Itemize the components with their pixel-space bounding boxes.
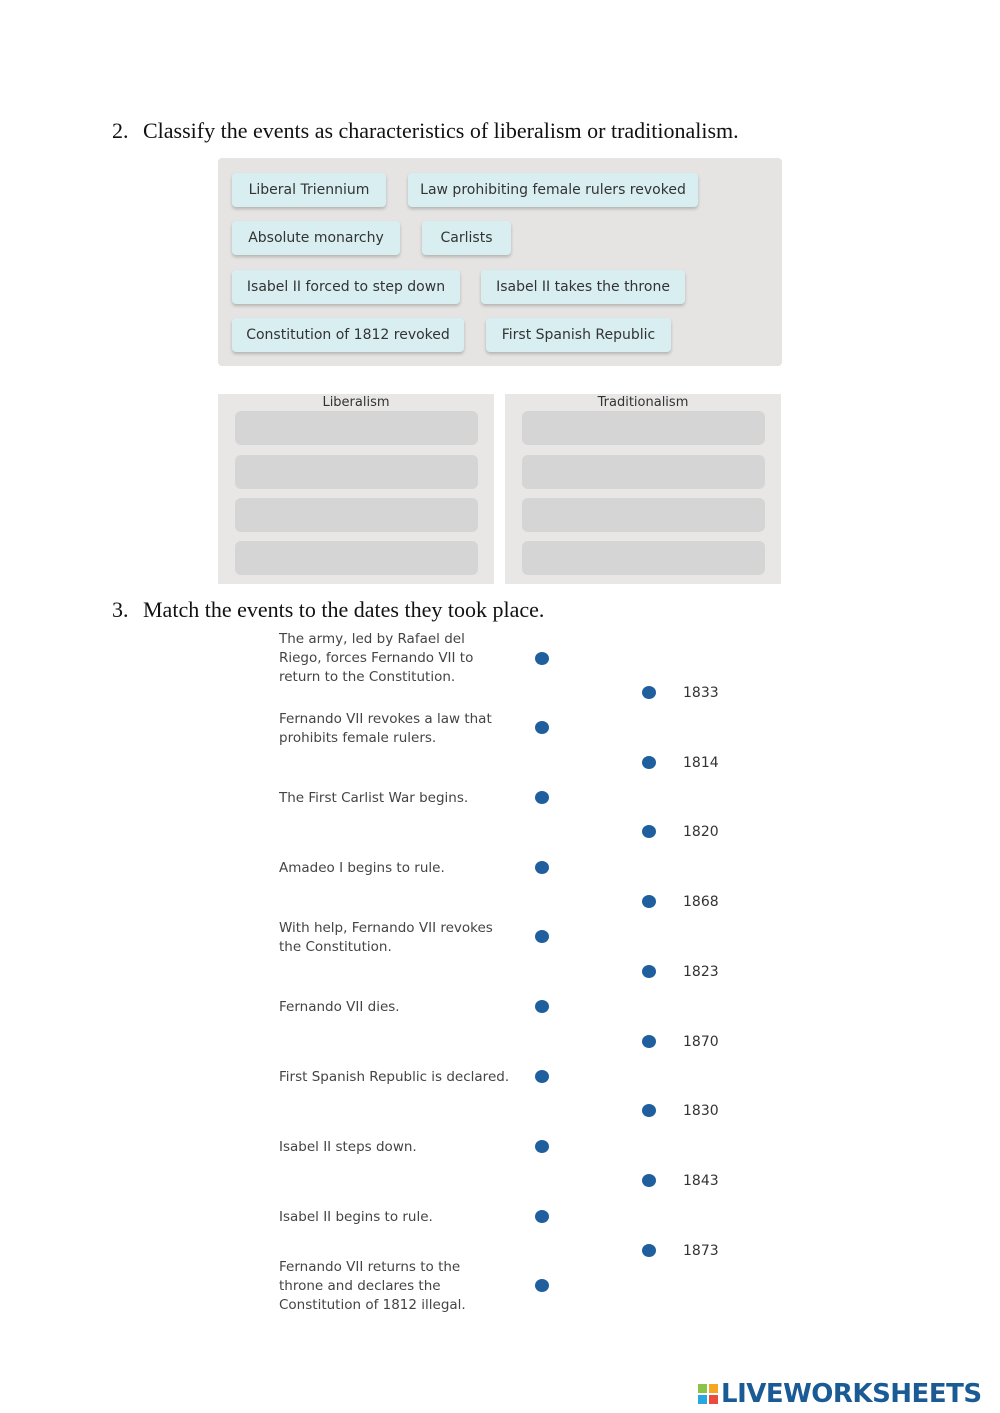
drop-slot[interactable] [235,541,478,575]
bin-label-liberalism: Liberalism [322,395,390,410]
event-connector-dot[interactable] [535,861,549,874]
event-connector-dot[interactable] [535,1210,549,1223]
date-label: 1823 [683,964,719,980]
date-connector-dot[interactable] [642,895,656,908]
question-3-title [112,597,544,623]
event-connector-dot[interactable] [535,1140,549,1153]
date-label: 1870 [683,1034,719,1050]
event-fernando-dies: Fernando VII dies. [279,999,400,1015]
date-connector-dot[interactable] [642,1035,656,1048]
drag-item-first-spanish-republic[interactable]: First Spanish Republic [486,318,671,352]
date-label: 1830 [683,1103,719,1119]
date-connector-dot[interactable] [642,1244,656,1257]
event-connector-dot[interactable] [535,791,549,804]
liberalism-drop-bin [218,394,494,584]
date-label: 1873 [683,1243,719,1259]
question-text: Classify the events as characteristics of liberalism or traditionalism. [143,118,739,143]
drag-item-carlists[interactable]: Carlists [422,221,511,255]
drop-slot[interactable] [235,411,478,445]
question-number: 3. [112,597,129,622]
drop-slot[interactable] [235,455,478,489]
question-text: Match the events to the dates they took place. [143,597,545,622]
drop-slot[interactable] [522,411,765,445]
drag-item-isabel-takes-throne[interactable]: Isabel II takes the throne [481,270,685,304]
date-label: 1820 [683,824,719,840]
event-connector-dot[interactable] [535,930,549,943]
bin-label-traditionalism: Traditionalism [597,395,689,410]
event-fernando-returns: Fernando VII returns to the throne and declares the Constitution of 1812 illegal. [279,1259,466,1313]
date-label: 1868 [683,894,719,910]
liveworksheets-logo [698,1377,982,1411]
drop-slot[interactable] [522,498,765,532]
drag-item-absolute-monarchy[interactable]: Absolute monarchy [232,221,400,255]
date-connector-dot[interactable] [642,825,656,838]
event-connector-dot[interactable] [535,1279,549,1292]
event-isabel-steps-down: Isabel II steps down. [279,1139,417,1155]
question-number: 2. [112,118,129,143]
event-connector-dot[interactable] [535,721,549,734]
event-isabel-begins: Isabel II begins to rule. [279,1209,433,1225]
drag-item-constitution-1812-revoked[interactable]: Constitution of 1812 revoked [232,318,464,352]
event-riego-constitution: The army, led by Rafael del Riego, forces Fernando VII to return to the Constitution. [279,631,474,685]
event-connector-dot[interactable] [535,1070,549,1083]
drop-slot[interactable] [522,541,765,575]
event-female-rulers-law: Fernando VII revokes a law that prohibits female rulers. [279,711,492,746]
logo-wordmark: LIVEWORKSHEETS [721,1379,982,1409]
date-connector-dot[interactable] [642,965,656,978]
date-label: 1814 [683,755,719,771]
date-label: 1833 [683,685,719,701]
date-connector-dot[interactable] [642,756,656,769]
event-constitution-revoked: With help, Fernando VII revokes the Constitution. [279,920,493,955]
liveworksheets-logo-icon [698,1384,718,1404]
date-connector-dot[interactable] [642,1104,656,1117]
drag-item-female-rulers-law-revoked[interactable]: Law prohibiting female rulers revoked [408,173,698,207]
traditionalism-drop-bin [505,394,781,584]
drop-slot[interactable] [522,455,765,489]
question-2-title [112,118,739,144]
event-amadeo-rules: Amadeo I begins to rule. [279,860,445,876]
date-connector-dot[interactable] [642,1174,656,1187]
drag-item-liberal-triennium[interactable]: Liberal Triennium [232,173,386,207]
event-connector-dot[interactable] [535,1000,549,1013]
event-connector-dot[interactable] [535,652,549,665]
event-first-republic: First Spanish Republic is declared. [279,1069,510,1085]
drag-item-isabel-steps-down[interactable]: Isabel II forced to step down [232,270,460,304]
draggable-items-area [218,158,782,366]
event-first-carlist-war: The First Carlist War begins. [279,790,469,806]
drop-slot[interactable] [235,498,478,532]
date-connector-dot[interactable] [642,686,656,699]
date-label: 1843 [683,1173,719,1189]
